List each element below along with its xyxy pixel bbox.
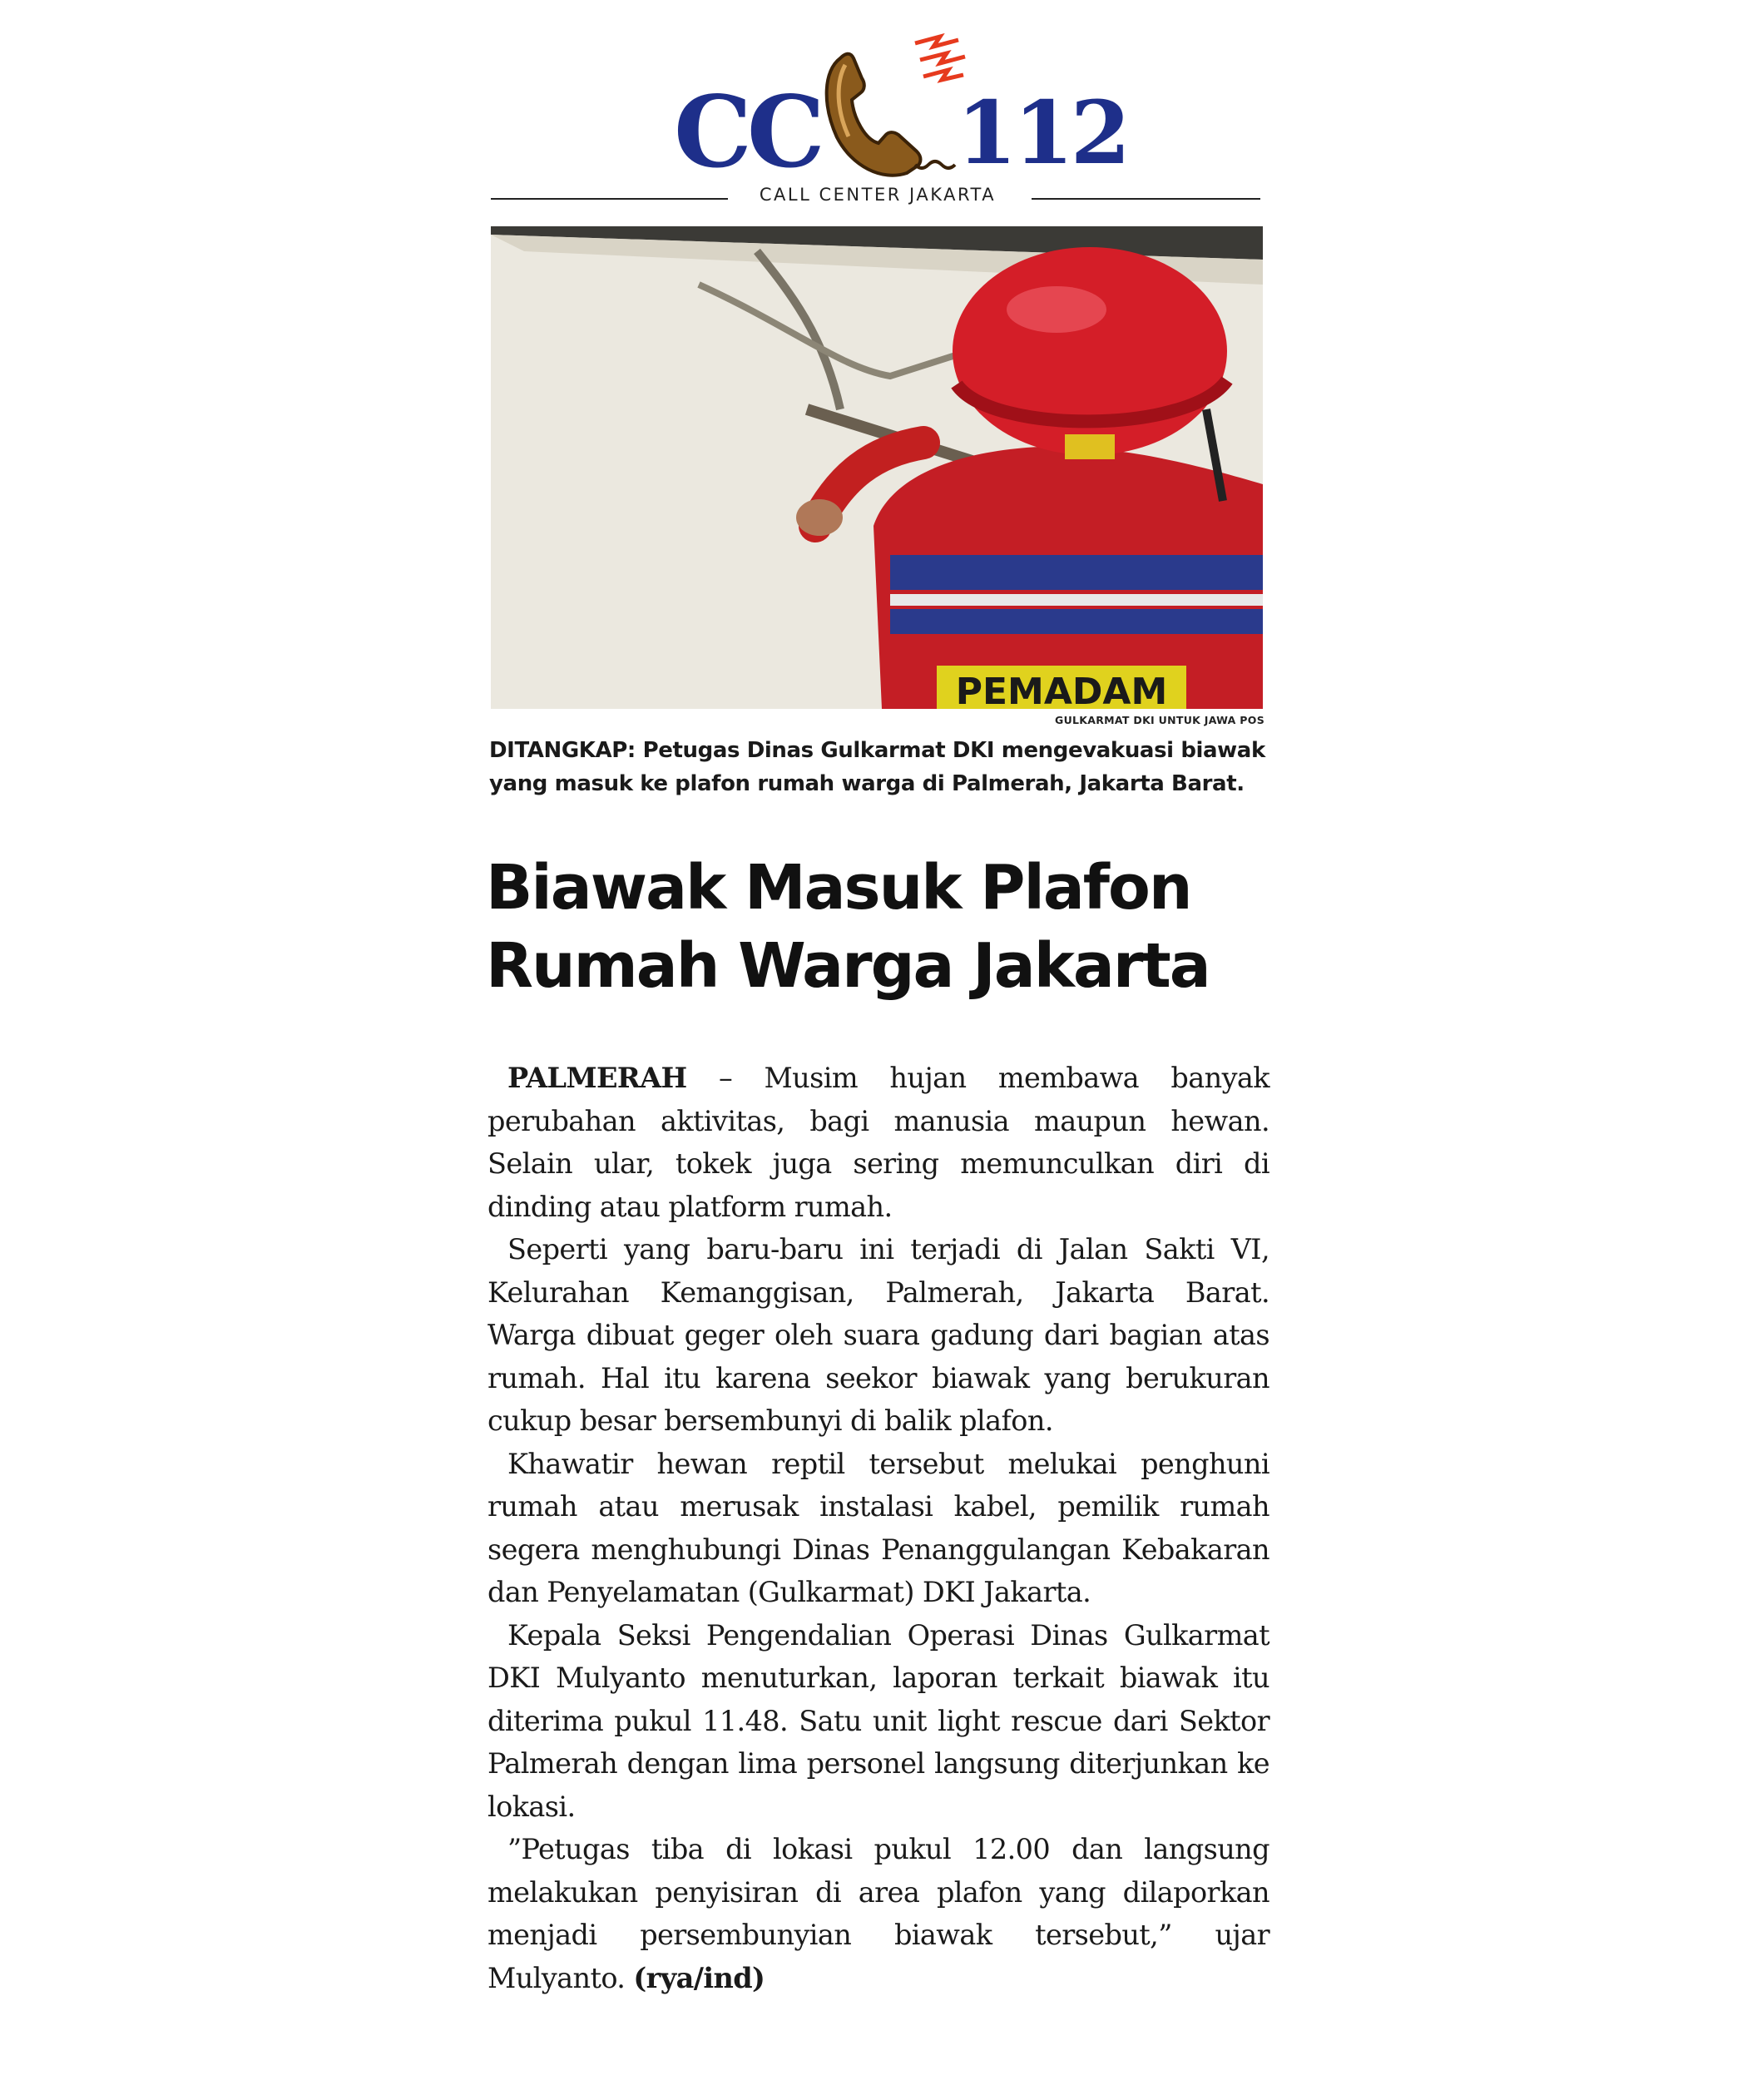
- paragraph-1: [487, 1057, 1269, 1228]
- news-photo: [491, 226, 1263, 709]
- logo-cc-text: CC: [674, 74, 820, 190]
- photo-caption: [489, 734, 1271, 800]
- author-signoff: (rya/ind): [633, 1961, 765, 1994]
- logo-subtitle-row: [491, 185, 1260, 210]
- article-headline: [486, 849, 1276, 1005]
- divider-left: [491, 198, 728, 200]
- vest-label: PEMADAM: [955, 671, 1168, 709]
- headline-line-1: Biawak Masuk Plafon: [486, 852, 1191, 924]
- cc112-logo: [674, 25, 1128, 190]
- paragraph-2: Seperti yang baru-baru ini terjadi di Jalan Sakti VI, Kelurahan Kemanggisan, Palmerah, Jakarta Barat. Warga dibuat geger oleh suara gadung dari bagian atas rumah. Hal itu karena seekor biawak yang berukuran cukup besar bersembunyi di balik plafon.: [487, 1233, 1269, 1437]
- dateline: PALMERAH: [507, 1062, 687, 1094]
- photo-credit: GULKARMAT DKI UNTUK JAWA POS: [1055, 714, 1264, 726]
- caption-lead: DITANGKAP:: [489, 738, 636, 763]
- headline-line-2: Rumah Warga Jakarta: [486, 930, 1210, 1002]
- caption-text: Petugas Dinas Gulkarmat DKI mengevakuasi biawak yang masuk ke plafon rumah warga di Palmerah, Jakarta Barat.: [489, 738, 1265, 796]
- paragraph-5-text: ”Petugas tiba di lokasi pukul 12.00 dan langsung melakukan penyisiran di area plafon yang dilaporkan menjadi persembunyian biawak tersebut,” ujar Mulyanto.: [487, 1833, 1269, 1994]
- firefighter-illustration: [491, 226, 1263, 709]
- logo-subtitle: CALL CENTER JAKARTA: [759, 185, 997, 205]
- paragraph-3: Khawatir hewan reptil tersebut melukai penghuni rumah atau merusak instalasi kabel, pemilik rumah segera menghubungi Dinas Penanggulangan Kebakaran dan Penyelamatan (Gulkarmat) DKI Jakarta.: [487, 1447, 1269, 1608]
- article-body: [487, 1057, 1269, 1999]
- divider-right: [1032, 198, 1260, 200]
- paragraph-4: Kepala Seksi Pengendalian Operasi Dinas Gulkarmat DKI Mulyanto menuturkan, laporan terkait biawak itu diterima pukul 11.48. Satu unit light rescue dari Sektor Palmerah dengan lima personel langsung diterjunkan ke lokasi.: [487, 1618, 1269, 1823]
- paragraph-1-text: – Musim hujan membawa banyak perubahan aktivitas, bagi manusia maupun hewan. Selain ular, tokek juga sering memunculkan diri di dinding atau platform rumah.: [487, 1062, 1269, 1223]
- paragraph-5: [487, 1828, 1269, 1999]
- logo-112-text: 112: [957, 82, 1128, 184]
